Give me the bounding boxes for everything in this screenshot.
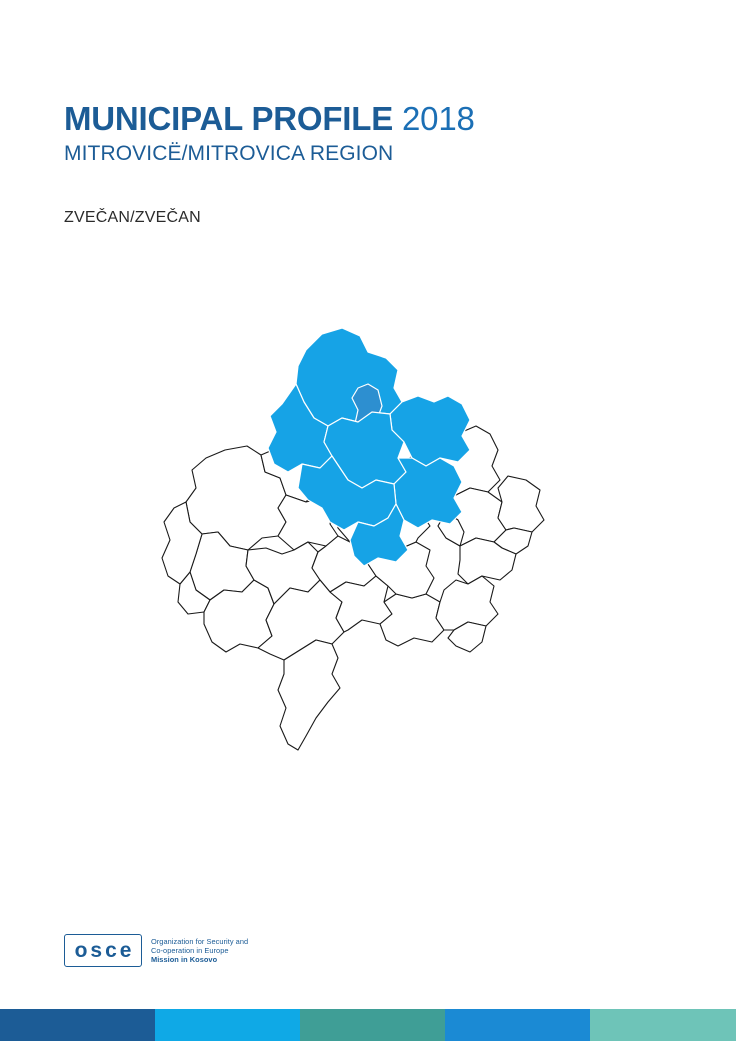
page-title bbox=[64, 100, 684, 138]
kosovo-map-svg bbox=[50, 250, 690, 820]
title-block bbox=[64, 100, 684, 228]
segment-cyan bbox=[155, 1009, 300, 1041]
municipality-name: ZVEČAN/ZVEČAN bbox=[64, 209, 201, 226]
region-leposaviq bbox=[296, 328, 402, 426]
segment-dark-blue bbox=[0, 1009, 155, 1041]
osce-logo-line-3: Mission in Kosovo bbox=[151, 955, 218, 965]
osce-logo-line-1: Organization for Security and bbox=[151, 936, 249, 946]
segment-mint bbox=[590, 1009, 736, 1041]
osce-logo bbox=[64, 934, 248, 967]
region-subtitle: MITROVICË/MITROVICA REGION bbox=[64, 142, 394, 165]
kosovo-map bbox=[50, 250, 690, 820]
region-vushtrri bbox=[394, 458, 462, 528]
footer-color-bar bbox=[0, 1009, 736, 1041]
region-kamenicë bbox=[498, 476, 544, 532]
osce-logo-text bbox=[151, 937, 248, 965]
osce-logo-line-2: Co-operation in Europe bbox=[151, 945, 229, 955]
osce-logo-mark bbox=[64, 934, 142, 967]
segment-blue bbox=[445, 1009, 590, 1041]
page-title-text: MUNICIPAL PROFILE bbox=[64, 100, 394, 137]
region-shtërpcë bbox=[380, 594, 444, 646]
segment-teal bbox=[300, 1009, 445, 1041]
page-title-year: 2018 bbox=[402, 100, 475, 137]
region-mitrovica-north bbox=[390, 396, 470, 466]
osce-logo-mark-text: osce bbox=[74, 939, 135, 962]
region-kaçanik bbox=[436, 576, 498, 630]
